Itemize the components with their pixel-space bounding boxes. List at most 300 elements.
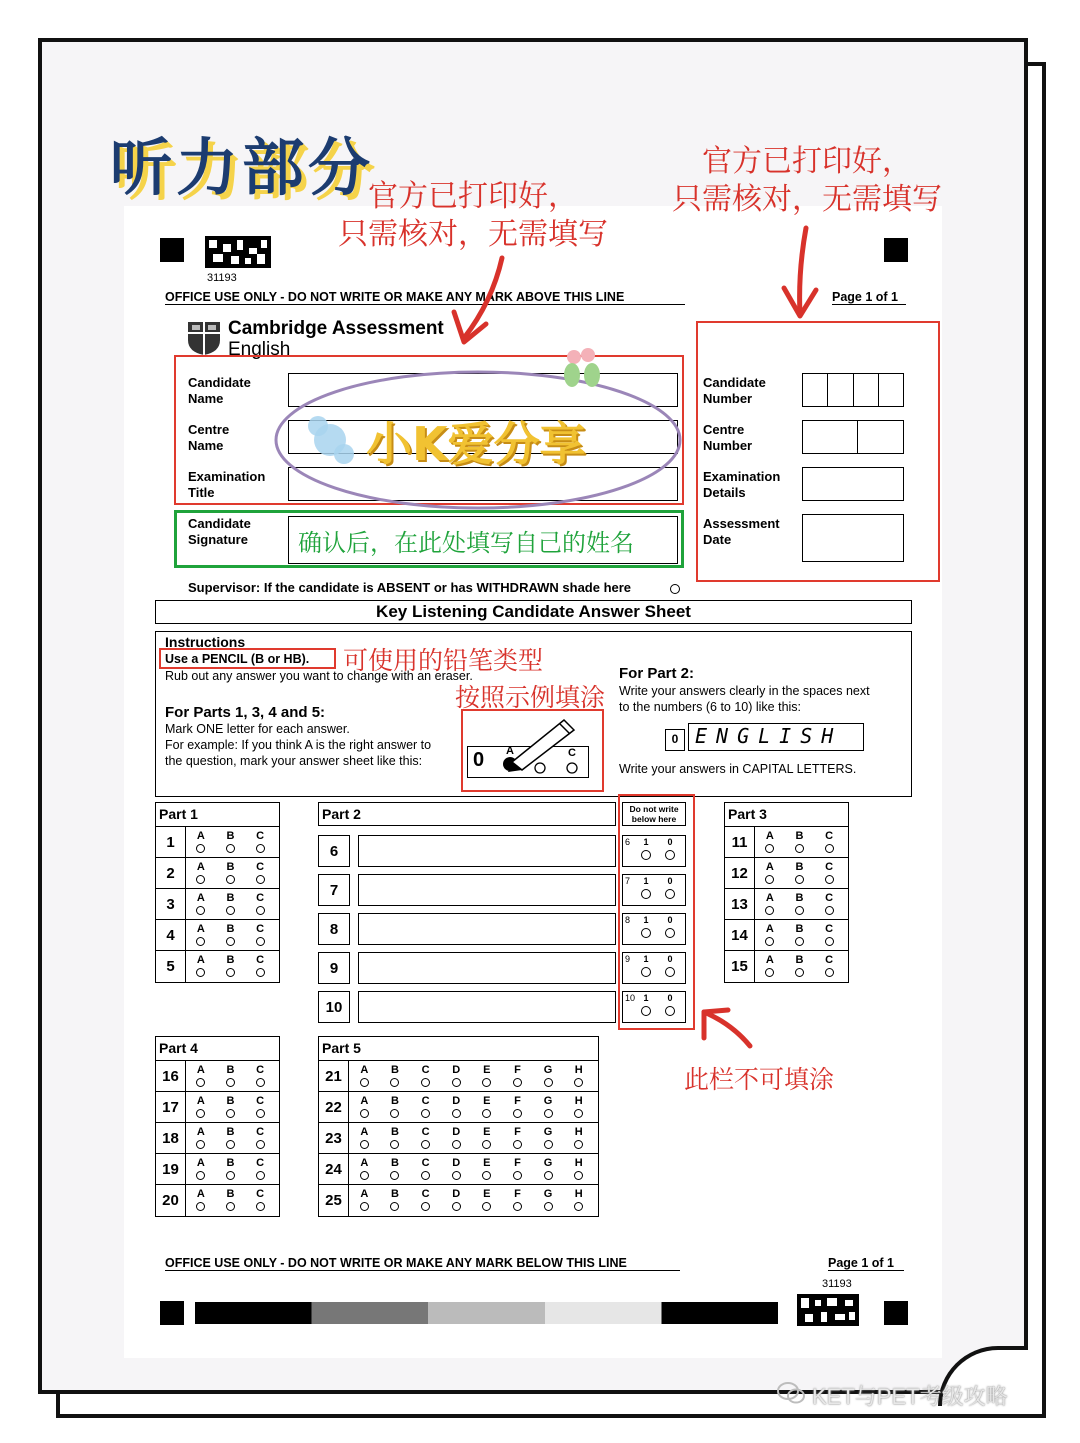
answer-row xyxy=(156,951,279,982)
option-letter: C xyxy=(256,1095,265,1107)
question-number: 15 xyxy=(725,951,755,982)
parts-line3: the question, mark your answer sheet like this: xyxy=(165,754,423,768)
part2-label: Part 2 xyxy=(318,802,616,826)
answer-option[interactable] xyxy=(544,1154,553,1184)
answer-option[interactable] xyxy=(256,1092,265,1122)
answer-bubble[interactable] xyxy=(226,875,235,884)
answer-option[interactable] xyxy=(452,1154,461,1184)
answer-bubble[interactable] xyxy=(513,1078,522,1087)
mark-question-number: 10 xyxy=(625,993,636,1003)
answer-bubble[interactable] xyxy=(482,1202,491,1211)
parts-line2: For example: If you think A is the right answer to xyxy=(165,738,432,752)
barcode-icon xyxy=(205,236,271,268)
answer-bubble[interactable] xyxy=(226,1171,235,1180)
mark-value: 1 xyxy=(643,954,649,964)
option-letter: H xyxy=(574,1188,583,1200)
option-letter: B xyxy=(226,1095,235,1107)
answer-bubble[interactable] xyxy=(421,1078,430,1087)
answer-bubble[interactable] xyxy=(544,1140,553,1149)
question-number: 9 xyxy=(318,952,350,984)
answer-bubble[interactable] xyxy=(795,906,804,915)
question-number: 20 xyxy=(156,1185,186,1216)
answer-option[interactable] xyxy=(226,1123,235,1153)
mark-value: 1 xyxy=(643,915,649,925)
answer-option[interactable] xyxy=(795,920,804,950)
answer-row xyxy=(156,920,279,951)
answer-bubble[interactable] xyxy=(256,937,265,946)
barcode-icon xyxy=(797,1294,859,1326)
answer-option[interactable] xyxy=(360,1061,369,1091)
answer-bubble[interactable] xyxy=(360,1109,369,1118)
option-letter: B xyxy=(795,892,804,904)
option-letter: D xyxy=(452,1095,461,1107)
option-letter: B xyxy=(390,1157,399,1169)
answer-bubble[interactable] xyxy=(513,1202,522,1211)
answer-row xyxy=(156,1061,279,1092)
option-letter: B xyxy=(795,861,804,873)
question-number: 23 xyxy=(319,1123,349,1153)
mark-question-number: 9 xyxy=(625,954,631,964)
answer-bubble[interactable] xyxy=(482,1109,491,1118)
answer-option[interactable] xyxy=(196,951,205,982)
answer-option[interactable] xyxy=(482,1185,491,1216)
option-letter: C xyxy=(256,830,265,842)
mark-value: 0 xyxy=(667,876,673,886)
part2-answer-input[interactable] xyxy=(358,952,616,984)
part2-answer-input[interactable] xyxy=(358,874,616,906)
answer-option[interactable] xyxy=(544,1061,553,1091)
answer-row xyxy=(319,1092,598,1123)
option-letter: C xyxy=(256,892,265,904)
answer-bubble[interactable] xyxy=(256,875,265,884)
answer-bubble[interactable] xyxy=(196,906,205,915)
mark-question-number: 6 xyxy=(625,837,631,847)
answer-bubble[interactable] xyxy=(452,1078,461,1087)
question-number: 13 xyxy=(725,889,755,919)
answer-option[interactable] xyxy=(574,1061,583,1091)
answer-bubble[interactable] xyxy=(226,1202,235,1211)
answer-bubble[interactable] xyxy=(196,1109,205,1118)
answer-bubble[interactable] xyxy=(795,937,804,946)
option-letter: B xyxy=(795,830,804,842)
answer-bubble[interactable] xyxy=(256,1202,265,1211)
page-number-bottom: Page 1 of 1 xyxy=(828,1256,904,1271)
answer-bubble[interactable] xyxy=(482,1140,491,1149)
exam-details-label: Examination Details xyxy=(703,469,781,500)
answer-bubble[interactable] xyxy=(256,1171,265,1180)
question-number: 1 xyxy=(156,827,186,857)
answer-option[interactable] xyxy=(256,827,265,857)
option-letter: A xyxy=(196,1064,205,1076)
answer-bubble[interactable] xyxy=(574,1171,583,1180)
answer-bubble[interactable] xyxy=(196,1140,205,1149)
part1-label: Part 1 xyxy=(156,803,279,827)
part5-grid xyxy=(318,1036,599,1217)
answer-option[interactable] xyxy=(256,920,265,950)
footer-credit: KET与PET考级攻略 xyxy=(812,1384,1008,1409)
answer-option[interactable] xyxy=(825,951,834,982)
option-letter: F xyxy=(514,1188,521,1200)
answer-option[interactable] xyxy=(482,1092,491,1122)
answer-bubble[interactable] xyxy=(390,1109,399,1118)
answer-bubble[interactable] xyxy=(421,1140,430,1149)
part2-heading: For Part 2: xyxy=(619,665,695,682)
option-letter: C xyxy=(825,830,834,842)
answer-bubble[interactable] xyxy=(795,844,804,853)
registration-mark xyxy=(884,238,908,262)
option-letter: A xyxy=(765,892,774,904)
answer-bubble[interactable] xyxy=(196,875,205,884)
option-letter: H xyxy=(574,1064,583,1076)
answer-bubble[interactable] xyxy=(196,968,205,977)
answer-option[interactable] xyxy=(196,1154,205,1184)
part2-answer-input[interactable] xyxy=(358,913,616,945)
part2-answer-input[interactable] xyxy=(358,835,616,867)
option-letter: A xyxy=(360,1095,369,1107)
answer-option[interactable] xyxy=(421,1061,430,1091)
option-letter: E xyxy=(483,1157,491,1169)
part2-line2: to the numbers (6 to 10) like this: xyxy=(619,700,802,714)
answer-bubble[interactable] xyxy=(360,1202,369,1211)
part2-row xyxy=(318,991,616,1023)
answer-bubble[interactable] xyxy=(256,906,265,915)
answer-option[interactable] xyxy=(513,1154,522,1184)
answer-option[interactable] xyxy=(390,1123,399,1153)
answer-option[interactable] xyxy=(825,827,834,857)
answer-bubble[interactable] xyxy=(226,1109,235,1118)
answer-bubble[interactable] xyxy=(226,1140,235,1149)
answer-option[interactable] xyxy=(256,1123,265,1153)
answer-option[interactable] xyxy=(574,1185,583,1216)
answer-bubble[interactable] xyxy=(360,1140,369,1149)
answer-option[interactable] xyxy=(513,1061,522,1091)
question-number: 5 xyxy=(156,951,186,982)
answer-option[interactable] xyxy=(196,1185,205,1216)
question-number: 25 xyxy=(319,1185,349,1216)
answer-option[interactable] xyxy=(765,827,774,857)
sheet-code-bottom: 31193 xyxy=(822,1278,852,1290)
option-letter: D xyxy=(452,1188,461,1200)
arrow-icon xyxy=(440,252,520,352)
answer-option[interactable] xyxy=(196,1061,205,1091)
answer-bubble[interactable] xyxy=(482,1078,491,1087)
answer-bubble[interactable] xyxy=(226,844,235,853)
answer-option[interactable] xyxy=(482,1123,491,1153)
question-number: 6 xyxy=(318,835,350,867)
answer-option[interactable] xyxy=(574,1123,583,1153)
mark-value: 0 xyxy=(667,837,673,847)
answer-bubble[interactable] xyxy=(513,1109,522,1118)
answer-option[interactable] xyxy=(226,1061,235,1091)
answer-bubble[interactable] xyxy=(390,1140,399,1149)
answer-option[interactable] xyxy=(825,920,834,950)
option-letter: B xyxy=(226,954,235,966)
option-letter: A xyxy=(765,923,774,935)
answer-option[interactable] xyxy=(452,1185,461,1216)
answer-option[interactable] xyxy=(574,1154,583,1184)
answer-bubble[interactable] xyxy=(825,844,834,853)
answer-option[interactable] xyxy=(390,1092,399,1122)
example-word: ENGLISH xyxy=(688,723,864,751)
answer-bubble[interactable] xyxy=(390,1078,399,1087)
answer-option[interactable] xyxy=(765,920,774,950)
answer-option[interactable] xyxy=(256,858,265,888)
answer-option[interactable] xyxy=(256,951,265,982)
answer-bubble[interactable] xyxy=(825,937,834,946)
answer-option[interactable] xyxy=(360,1092,369,1122)
question-number: 18 xyxy=(156,1123,186,1153)
answer-option[interactable] xyxy=(421,1154,430,1184)
answer-option[interactable] xyxy=(544,1185,553,1216)
option-letter: C xyxy=(256,861,265,873)
option-letter: G xyxy=(543,1095,553,1107)
answer-option[interactable] xyxy=(196,858,205,888)
answer-bubble[interactable] xyxy=(544,1202,553,1211)
answer-option[interactable] xyxy=(256,1185,265,1216)
answer-bubble[interactable] xyxy=(226,937,235,946)
answer-option[interactable] xyxy=(226,827,235,857)
answer-option[interactable] xyxy=(765,889,774,919)
mark-value: 1 xyxy=(643,876,649,886)
answer-bubble[interactable] xyxy=(390,1202,399,1211)
option-letter: E xyxy=(483,1095,491,1107)
answer-option[interactable] xyxy=(765,951,774,982)
option-letter: A xyxy=(196,830,205,842)
calibration-bar xyxy=(195,1302,778,1324)
option-letter: D xyxy=(452,1157,461,1169)
answer-bubble[interactable] xyxy=(452,1202,461,1211)
part2-row xyxy=(318,874,616,906)
option-letter: B xyxy=(390,1188,399,1200)
parts-line1: Mark ONE letter for each answer. xyxy=(165,722,350,736)
option-letter: F xyxy=(514,1126,521,1138)
part2-answer-input[interactable] xyxy=(358,991,616,1023)
option-letter: F xyxy=(514,1064,521,1076)
answer-option[interactable] xyxy=(226,858,235,888)
option-letter: C xyxy=(825,954,834,966)
answer-bubble[interactable] xyxy=(544,1078,553,1087)
option-letter: A xyxy=(360,1064,369,1076)
answer-row xyxy=(319,1185,598,1216)
note-no-fill: 此栏不可填涂 xyxy=(684,1065,835,1094)
option-letter: C xyxy=(256,1157,265,1169)
no-fill-highlight xyxy=(618,794,695,1030)
answer-option[interactable] xyxy=(795,889,804,919)
answer-bubble[interactable] xyxy=(360,1078,369,1087)
option-letter: B xyxy=(390,1095,399,1107)
answer-option[interactable] xyxy=(226,1185,235,1216)
answer-bubble[interactable] xyxy=(765,968,774,977)
answer-option[interactable] xyxy=(196,827,205,857)
wechat-icon xyxy=(776,1380,806,1406)
assessment-date-label: Assessment Date xyxy=(703,516,780,547)
answer-option[interactable] xyxy=(226,1154,235,1184)
answer-bubble[interactable] xyxy=(795,875,804,884)
answer-bubble[interactable] xyxy=(452,1171,461,1180)
candidate-name-label: Candidate Name xyxy=(188,375,251,406)
registration-mark xyxy=(160,238,184,262)
answer-option[interactable] xyxy=(390,1061,399,1091)
answer-option[interactable] xyxy=(226,920,235,950)
answer-bubble[interactable] xyxy=(574,1140,583,1149)
option-letter: B xyxy=(226,1126,235,1138)
option-letter: A xyxy=(765,861,774,873)
answer-option[interactable] xyxy=(390,1185,399,1216)
answer-bubble[interactable] xyxy=(825,875,834,884)
answer-option[interactable] xyxy=(421,1123,430,1153)
answer-bubble[interactable] xyxy=(765,937,774,946)
question-number: 7 xyxy=(318,874,350,906)
answer-bubble[interactable] xyxy=(452,1109,461,1118)
answer-bubble[interactable] xyxy=(256,1078,265,1087)
answer-bubble[interactable] xyxy=(574,1109,583,1118)
answer-row xyxy=(319,1061,598,1092)
answer-option[interactable] xyxy=(226,951,235,982)
answer-bubble[interactable] xyxy=(226,906,235,915)
answer-option[interactable] xyxy=(256,1154,265,1184)
answer-option[interactable] xyxy=(452,1092,461,1122)
answer-option[interactable] xyxy=(196,889,205,919)
answer-option[interactable] xyxy=(256,889,265,919)
option-letter: C xyxy=(825,923,834,935)
answer-row xyxy=(156,889,279,920)
answer-bubble[interactable] xyxy=(544,1109,553,1118)
answer-row xyxy=(725,889,848,920)
answer-option[interactable] xyxy=(544,1123,553,1153)
answer-row xyxy=(725,920,848,951)
note-follow-example: 按照示例填涂 xyxy=(455,683,606,712)
answer-option[interactable] xyxy=(765,858,774,888)
answer-bubble[interactable] xyxy=(421,1109,430,1118)
option-letter: C xyxy=(256,954,265,966)
option-letter: C xyxy=(421,1064,430,1076)
answer-bubble[interactable] xyxy=(421,1202,430,1211)
exam-title-label: Examination Title xyxy=(188,469,266,500)
answer-option[interactable] xyxy=(226,1092,235,1122)
option-letter: C xyxy=(421,1188,430,1200)
answer-option[interactable] xyxy=(196,1123,205,1153)
answer-bubble[interactable] xyxy=(196,1078,205,1087)
answer-option[interactable] xyxy=(574,1092,583,1122)
svg-text:C: C xyxy=(568,747,576,759)
option-letter: F xyxy=(514,1095,521,1107)
option-letter: A xyxy=(196,1095,205,1107)
answer-row xyxy=(725,951,848,982)
mark-value: 1 xyxy=(643,837,649,847)
option-letter: E xyxy=(483,1188,491,1200)
answer-option[interactable] xyxy=(452,1061,461,1091)
mark-question-number: 8 xyxy=(625,915,631,925)
answer-bubble[interactable] xyxy=(482,1171,491,1180)
answer-option[interactable] xyxy=(421,1185,430,1216)
answer-bubble[interactable] xyxy=(196,1202,205,1211)
absent-bubble[interactable] xyxy=(670,584,680,594)
answer-option[interactable] xyxy=(360,1154,369,1184)
answer-bubble[interactable] xyxy=(765,844,774,853)
note-printed-left: 官方已打印好， 只需核对，无需填写 xyxy=(338,179,608,252)
answer-bubble[interactable] xyxy=(196,844,205,853)
pencil-icon xyxy=(494,712,590,778)
pencil-instruction: Use a PENCIL (B or HB). xyxy=(165,652,310,666)
answer-bubble[interactable] xyxy=(421,1171,430,1180)
question-number: 10 xyxy=(318,991,350,1023)
capitals-instruction: Write your answers in CAPITAL LETTERS. xyxy=(619,762,857,776)
answer-bubble[interactable] xyxy=(256,968,265,977)
answer-bubble[interactable] xyxy=(795,968,804,977)
answer-bubble[interactable] xyxy=(765,875,774,884)
question-number: 3 xyxy=(156,889,186,919)
answer-option[interactable] xyxy=(795,827,804,857)
answer-option[interactable] xyxy=(226,889,235,919)
answer-row xyxy=(156,1185,279,1216)
answer-option[interactable] xyxy=(544,1092,553,1122)
answer-option[interactable] xyxy=(452,1123,461,1153)
answer-option[interactable] xyxy=(360,1185,369,1216)
part2-row xyxy=(318,952,616,984)
answer-bubble[interactable] xyxy=(574,1202,583,1211)
option-letter: G xyxy=(543,1157,553,1169)
answer-row xyxy=(725,858,848,889)
logo-line1: Cambridge Assessment xyxy=(228,318,444,339)
answer-option[interactable] xyxy=(482,1154,491,1184)
answer-bubble[interactable] xyxy=(226,1078,235,1087)
answer-bubble[interactable] xyxy=(544,1171,553,1180)
answer-bubble[interactable] xyxy=(226,968,235,977)
answer-option[interactable] xyxy=(513,1185,522,1216)
answer-bubble[interactable] xyxy=(256,1140,265,1149)
answer-option[interactable] xyxy=(196,920,205,950)
answer-option[interactable] xyxy=(513,1123,522,1153)
sheet-code-top: 31193 xyxy=(207,272,237,284)
answer-bubble[interactable] xyxy=(360,1171,369,1180)
answer-option[interactable] xyxy=(256,1061,265,1091)
option-letter: G xyxy=(543,1064,553,1076)
answer-bubble[interactable] xyxy=(256,844,265,853)
answer-bubble[interactable] xyxy=(825,968,834,977)
answer-bubble[interactable] xyxy=(256,1109,265,1118)
answer-bubble[interactable] xyxy=(513,1171,522,1180)
mark-question-number: 7 xyxy=(625,876,631,886)
answer-bubble[interactable] xyxy=(825,906,834,915)
answer-option[interactable] xyxy=(196,1092,205,1122)
answer-option[interactable] xyxy=(513,1092,522,1122)
answer-option[interactable] xyxy=(482,1061,491,1091)
option-letter: B xyxy=(226,892,235,904)
answer-option[interactable] xyxy=(421,1092,430,1122)
option-letter: B xyxy=(226,830,235,842)
option-letter: A xyxy=(196,892,205,904)
question-number: 14 xyxy=(725,920,755,950)
answer-option[interactable] xyxy=(795,951,804,982)
part1-grid xyxy=(155,802,280,983)
signature-hint: 确认后，在此处填写自己的姓名 xyxy=(298,529,634,557)
answer-bubble[interactable] xyxy=(390,1171,399,1180)
answer-option[interactable] xyxy=(390,1154,399,1184)
answer-option[interactable] xyxy=(360,1123,369,1153)
note-printed-right: 官方已打印好， 只需核对，无需填写 xyxy=(672,144,942,217)
answer-bubble[interactable] xyxy=(452,1140,461,1149)
answer-bubble[interactable] xyxy=(196,937,205,946)
answer-option[interactable] xyxy=(795,858,804,888)
centre-number-field xyxy=(802,420,904,454)
answer-option[interactable] xyxy=(825,889,834,919)
answer-bubble[interactable] xyxy=(765,906,774,915)
answer-bubble[interactable] xyxy=(513,1140,522,1149)
answer-bubble[interactable] xyxy=(196,1171,205,1180)
centre-name-label: Centre Name xyxy=(188,422,230,453)
answer-option[interactable] xyxy=(825,858,834,888)
answer-bubble[interactable] xyxy=(574,1078,583,1087)
